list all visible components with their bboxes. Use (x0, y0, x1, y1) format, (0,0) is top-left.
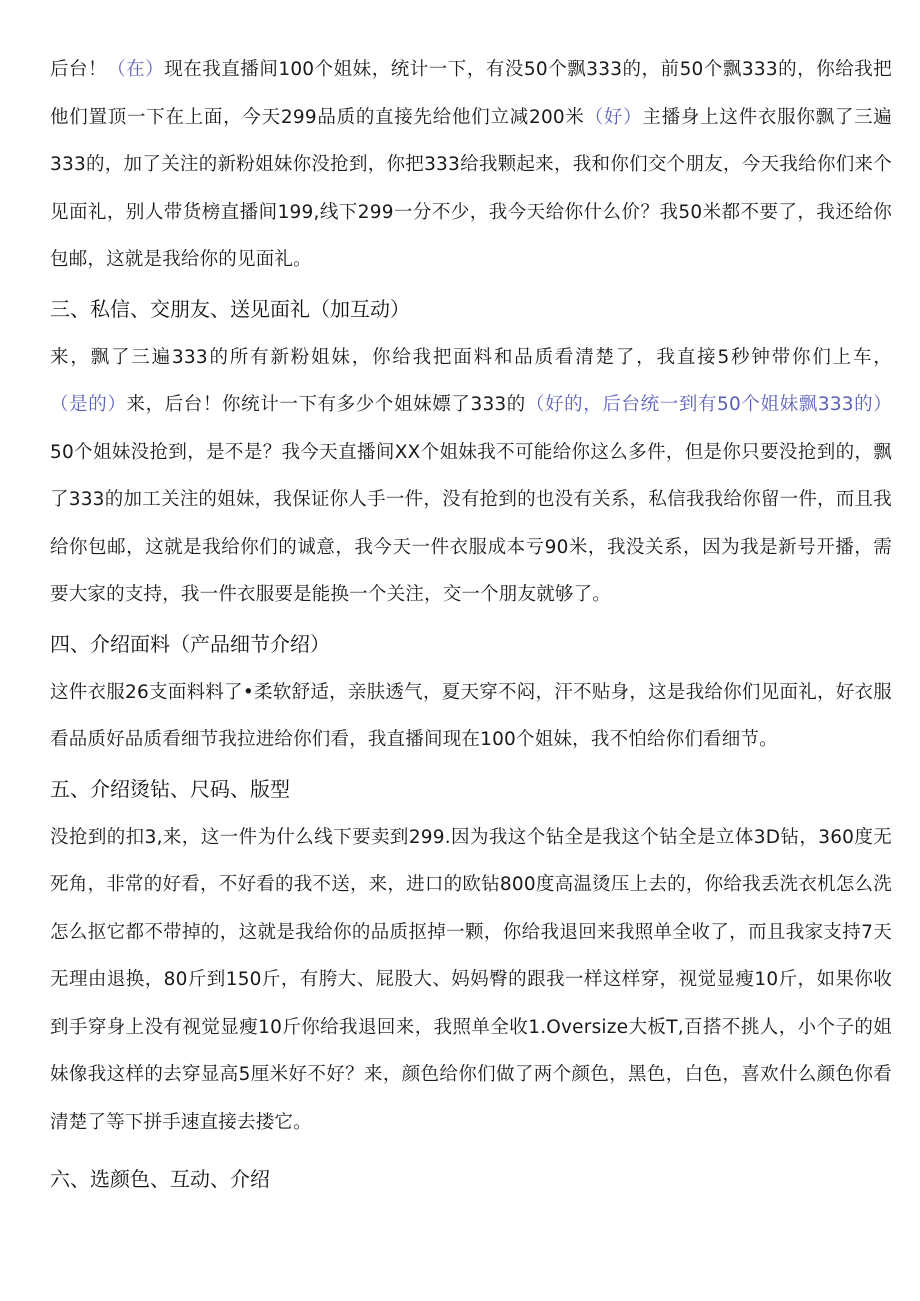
spoken-text: 来，飘了三遍333的所有新粉姐妹，你给我把面料和品质看清楚了，我直接5秒钟带你们上车， (50, 346, 892, 368)
spoken-text: 后台！ (50, 59, 108, 80)
backstage-reply: （好） (584, 106, 643, 128)
section-heading-6: 六、选颜色、互动、介绍 (50, 1167, 270, 1191)
spoken-text: 50个姐妹没抢到，是不是？我今天直播间XX个姐妹我不可能给你这么多件，但是你只要没抢到的，飘了333的加工关注的姐妹，我保证你人手一件，没有抢到的也没有关系，私信我我给你留一件，而且我给你包邮，这就是我给你们的诚意，我今天一件衣服成本亏90米，我没关系，因为我是新号开播，需要大家的支持，我一件衣服要是能换一个关注，交一个朋友就够了。 (50, 441, 892, 605)
paragraph-fabric: 这件衣服26支面料料了•柔软舒适，亲肤透气，夏天穿不闷，汗不贴身，这是我给你们见面礼，好衣服看品质好品质看细节我拉进给你们看，我直播间现在100个姐妹，我不怕给你们看细节。 (50, 681, 892, 750)
backstage-reply: （好的，后台统一到有50个姐妹飘333的） (525, 394, 892, 415)
spoken-text: 现在我直播间100个姐妹，统计一下，有没50个飘333的，前50个飘333的，你给我把他们置顶一下在上面，今天299品质的直接先给他们立减200米 (50, 59, 892, 128)
document-page (50, 46, 892, 1204)
backstage-reply: （在） (107, 59, 165, 80)
backstage-reply: （是的） (50, 394, 127, 415)
spoken-text: 来，后台！你统计一下有多少个姐妹嫖了333的 (126, 394, 526, 415)
paragraph-private-message (50, 334, 892, 619)
section-heading-3: 三、私信、交朋友、送见面礼（加互动） (50, 296, 410, 321)
section-heading-5: 五、介绍烫钻、尺码、版型 (50, 776, 290, 801)
section-heading-4: 四、介绍面料（产品细节介绍） (50, 631, 330, 656)
spoken-text: 主播身上这件衣服你飘了三遍333的，加了关注的新粉姐妹你没抢到，你把333给我颗起来，我和你们交个朋友，今天我给你们来个见面礼，别人带货榜直播间199,线下299一分不少，我今天给你什么价？我50米都不要了，我还给你包邮，这就是我给你的见面礼。 (50, 106, 893, 270)
paragraph-script-intro (50, 46, 892, 284)
paragraph-rhinestones-size: 没抢到的扣3,来，这一件为什么线下要卖到299.因为我这个钻全是我这个钻全是立体3D钻，360度无死角，非常的好看，不好看的我不送，来，进口的欧钻800度高温烫压上去的，你给我丢洗衣机怎么洗怎么抠它都不带掉的，这就是我给你的品质抠掉一颗，你给我退回来我照单全收了，而且我家支持7天无理由退换，80斤到150斤，有胯大、屁股大、妈妈臀的跟我一样这样穿，视觉显瘦10斤，如果你收到手穿身上没有视觉显瘦10斤你给我退回来，我照单全收1.Oversize大板T,百搭不挑人，小个子的姐妹像我这样的去穿显高5厘米好不好？来，颜色给你们做了两个颜色，黑色，白色，喜欢什么颜色你看清楚了等下拼手速直接去搂它。 (50, 826, 892, 1133)
